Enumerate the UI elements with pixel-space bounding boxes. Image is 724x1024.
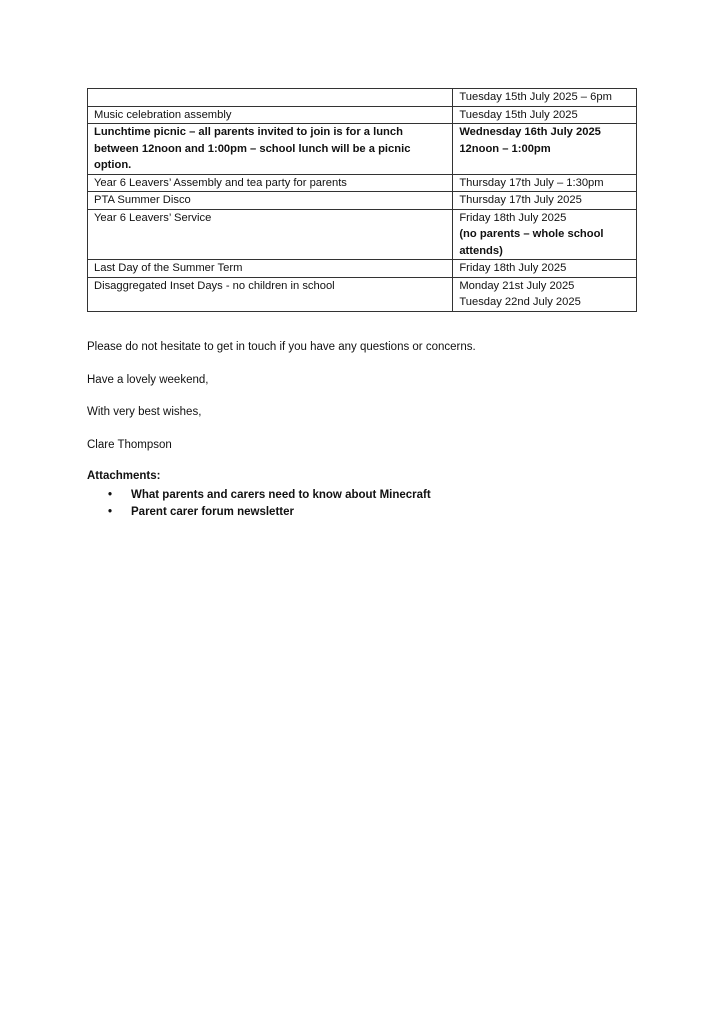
date-text: 12noon – 1:00pm [459, 142, 551, 155]
event-cell [88, 89, 453, 107]
event-cell [88, 209, 453, 260]
attachment-label: What parents and carers need to know about Minecraft [131, 489, 431, 501]
table-row [88, 124, 637, 175]
date-text: Tuesday 15th July 2025 [459, 108, 578, 121]
table-row [88, 209, 637, 260]
event-text: Year 6 Leavers’ Assembly and tea party for parents [94, 176, 347, 189]
signature-name: Clare Thompson [87, 439, 172, 451]
date-cell [453, 89, 637, 107]
event-text: option. [94, 159, 132, 171]
event-text: Last Day of the Summer Term [94, 262, 243, 274]
table-row [88, 106, 637, 124]
attachments-list [108, 487, 431, 521]
table-row [88, 192, 637, 210]
attachment-item[interactable] [108, 487, 431, 504]
date-cell [453, 192, 637, 210]
date-text: Tuesday 15th July 2025 – 6pm [459, 91, 612, 103]
date-cell [453, 106, 637, 124]
date-text: Monday 21st July 2025 [459, 279, 575, 292]
attachment-item[interactable] [108, 504, 431, 521]
attachments-heading: Attachments: [87, 470, 161, 482]
event-text: Lunchtime picnic – all parents invited to join is for a lunch [94, 126, 403, 138]
event-cell [88, 174, 453, 192]
event-text: Disaggregated Inset Days - no children in school [94, 279, 335, 292]
table-row [88, 174, 637, 192]
event-cell [88, 192, 453, 210]
bullet-icon: • [108, 506, 113, 518]
greeting-line: Have a lovely weekend, [87, 374, 209, 386]
date-cell [453, 124, 637, 175]
date-text: Thursday 17th July – 1:30pm [459, 176, 604, 189]
sign-off: With very best wishes, [87, 406, 202, 418]
date-note: (no parents – whole school [459, 228, 604, 240]
attachment-label: Parent carer forum newsletter [131, 506, 294, 518]
closing-paragraph: Please do not hesitate to get in touch if you have any questions or concerns. [87, 341, 476, 353]
date-cell [453, 209, 637, 260]
date-note: attends) [459, 244, 503, 257]
date-text: Friday 18th July 2025 [459, 211, 567, 224]
date-text: Wednesday 16th July 2025 [459, 126, 601, 138]
date-cell [453, 277, 637, 311]
table-row [88, 89, 637, 107]
table-row [88, 260, 637, 278]
table-row [88, 277, 637, 311]
event-text [94, 89, 446, 106]
date-cell [453, 260, 637, 278]
events-table [87, 88, 637, 312]
event-text: between 12noon and 1:00pm – school lunch will be a picnic [94, 142, 411, 155]
event-text: Year 6 Leavers’ Service [94, 211, 212, 224]
event-cell [88, 260, 453, 278]
event-cell [88, 124, 453, 175]
date-text: Thursday 17th July 2025 [459, 194, 582, 206]
bullet-icon: • [108, 489, 113, 501]
event-cell [88, 277, 453, 311]
date-cell [453, 174, 637, 192]
date-text: Friday 18th July 2025 [459, 262, 567, 274]
date-text: Tuesday 22nd July 2025 [459, 296, 581, 308]
event-text: Music celebration assembly [94, 108, 232, 121]
event-cell [88, 106, 453, 124]
event-text: PTA Summer Disco [94, 194, 191, 206]
